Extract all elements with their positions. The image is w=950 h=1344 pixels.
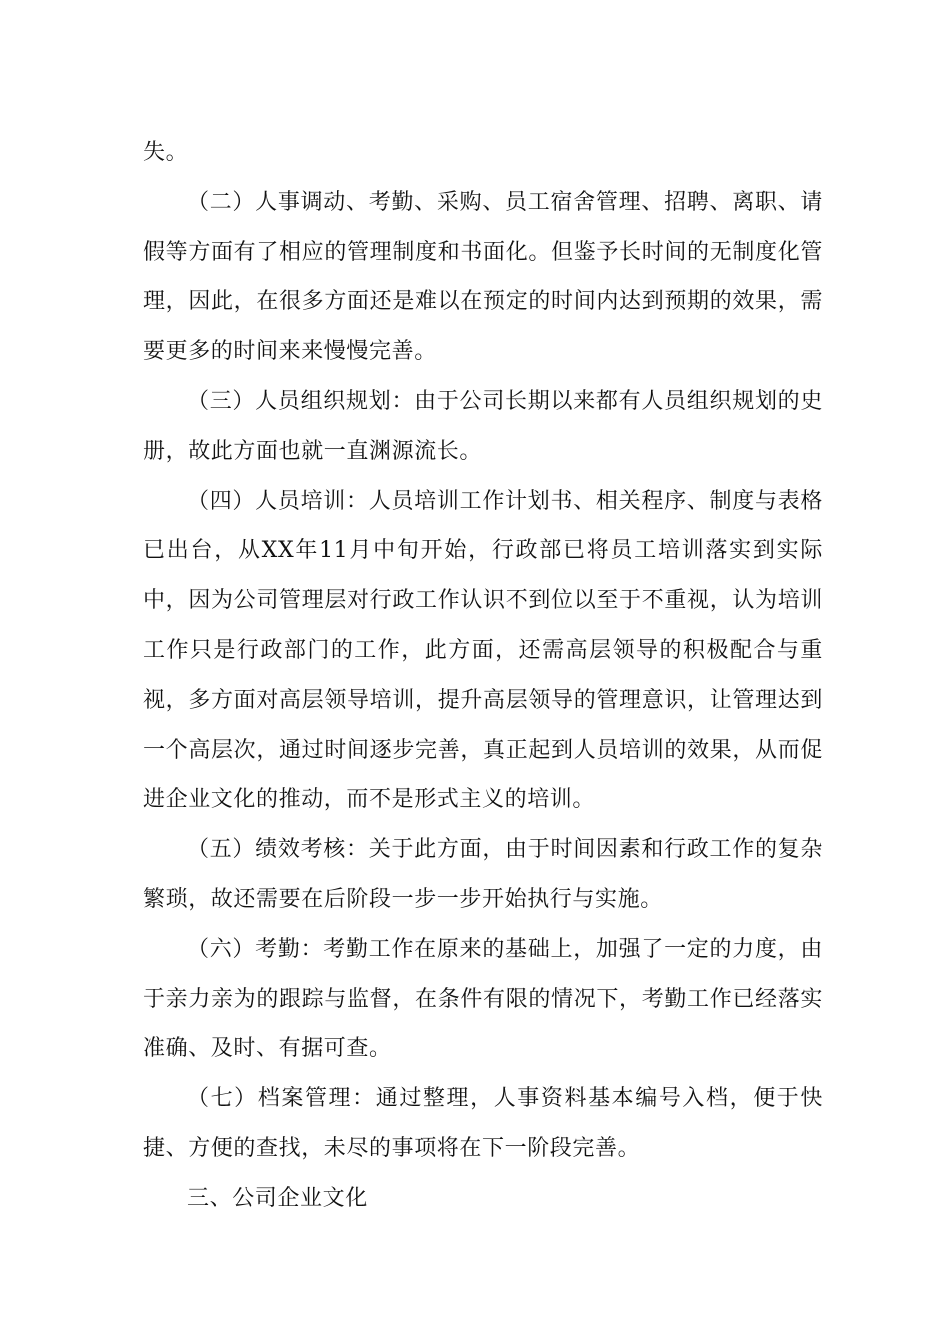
paragraph-personnel-management: （二）人事调动、考勤、采购、员工宿舍管理、招聘、离职、请假等方面有了相应的管理制度和书面化。但鉴予长时间的无制度化管理，因此，在很多方面还是难以在预定的时间内达到预期的效果，需要更多的时间来来慢慢完善。 [143, 189, 823, 365]
paragraph-archive-management: （七）档案管理：通过整理，人事资料基本编号入档，便于快捷、方便的查找，未尽的事项将在下一阶段完善。 [143, 1086, 823, 1161]
paragraph-continuation: 失。 [143, 140, 189, 165]
paragraph-organization-planning: （三）人员组织规划：由于公司长期以来都有人员组织规划的史册，故此方面也就一直渊源流长。 [143, 388, 823, 464]
paragraph-attendance: （六）考勤：考勤工作在原来的基础上，加强了一定的力度，由于亲力亲为的跟踪与监督，在条件有限的情况下，考勤工作已经落实准确、及时、有据可查。 [143, 936, 823, 1062]
paragraph-staff-training: （四）人员培训：人员培训工作计划书、相关程序、制度与表格已出台，从XX年11月中旬开始，行政部已将员工培训落实到实际中，因为公司管理层对行政工作认识不到位以至于不重视，认为培训工作只是行政部门的工作，此方面，还需高层领导的积极配合与重视，多方面对高层领导培训，提升高层领导的管理意识，让管理达到一个高层次，通过时间逐步完善，真正起到人员培训的效果，从而促进企业文化的推动，而不是形式主义的培训。 [143, 488, 823, 813]
section-heading-corporate-culture: 三、公司企业文化 [187, 1185, 368, 1211]
paragraph-performance-review: （五）绩效考核：关于此方面，由于时间因素和行政工作的复杂繁琐，故还需要在后阶段一步一步开始执行与实施。 [143, 837, 823, 912]
document-body [143, 128, 823, 1224]
